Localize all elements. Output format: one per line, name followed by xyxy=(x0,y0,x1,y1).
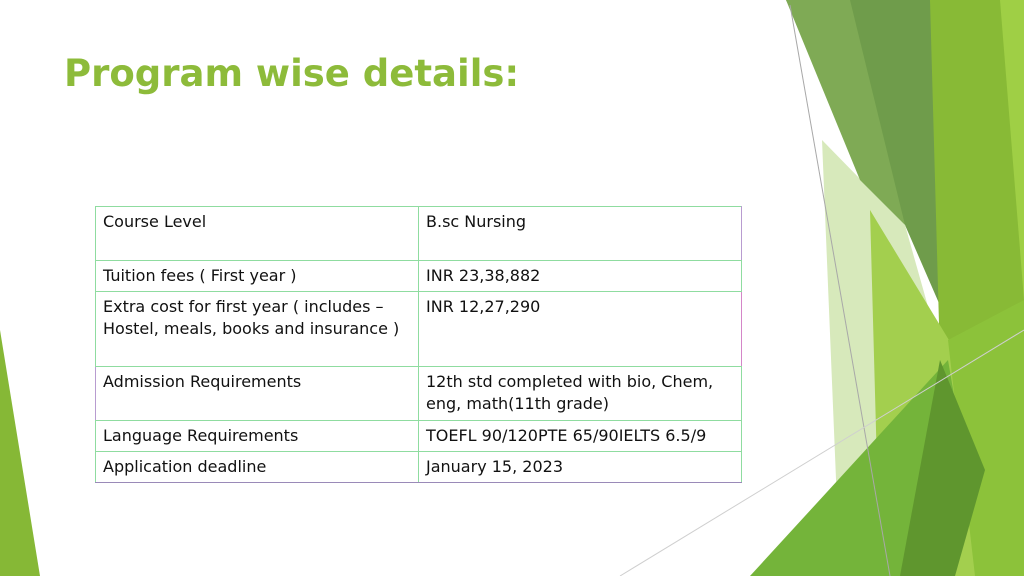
row-label: Language Requirements xyxy=(96,421,419,452)
row-value: INR 23,38,882 xyxy=(419,261,742,292)
row-label: Application deadline xyxy=(96,452,419,483)
row-label: Admission Requirements xyxy=(96,367,419,421)
table-row xyxy=(96,207,742,261)
row-value: INR 12,27,290 xyxy=(419,292,742,367)
row-label: Extra cost for first year ( includes – Hostel, meals, books and insurance ) xyxy=(96,292,419,367)
table-row xyxy=(96,452,742,483)
table-row xyxy=(96,367,742,421)
row-value: B.sc Nursing xyxy=(419,207,742,261)
program-details-table xyxy=(95,206,742,483)
row-label: Course Level xyxy=(96,207,419,261)
table-row xyxy=(96,261,742,292)
table-row xyxy=(96,292,742,367)
slide-title: Program wise details: xyxy=(64,52,520,95)
row-value: 12th std completed with bio, Chem, eng, math(11th grade) xyxy=(419,367,742,421)
row-label: Tuition fees ( First year ) xyxy=(96,261,419,292)
table-row xyxy=(96,421,742,452)
row-value: January 15, 2023 xyxy=(419,452,742,483)
row-value: TOEFL 90/120PTE 65/90IELTS 6.5/9 xyxy=(419,421,742,452)
